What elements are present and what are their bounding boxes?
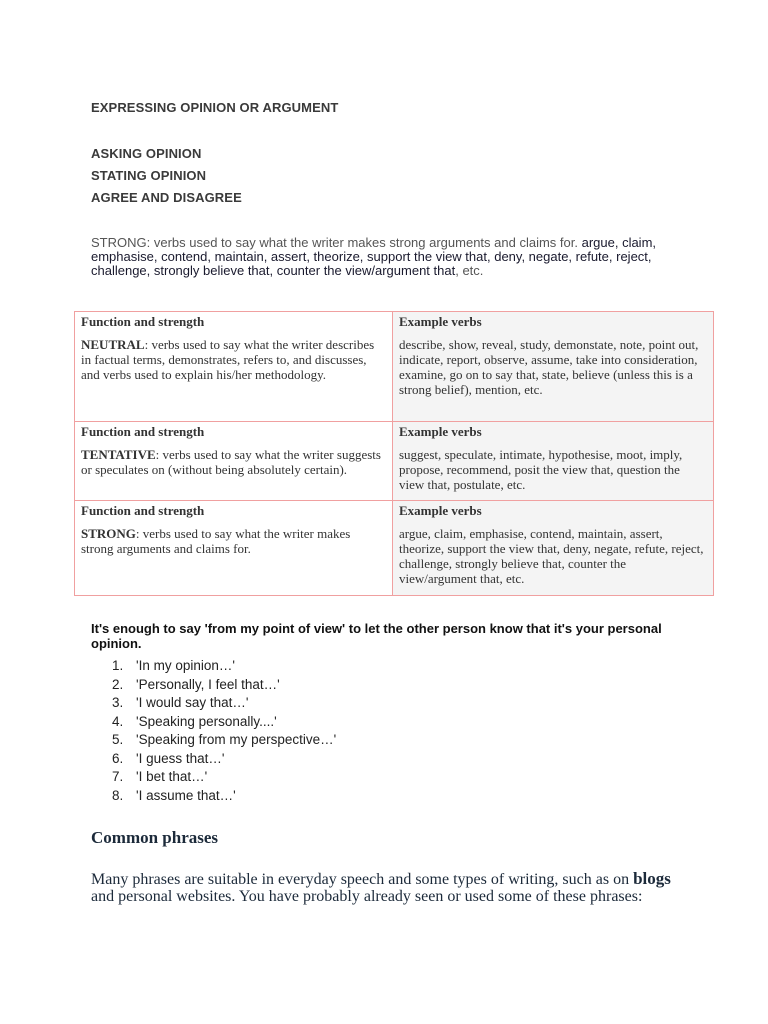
- table-row: [75, 422, 714, 501]
- list-item-text: 'I would say that…': [136, 695, 249, 710]
- column-header-function: Function and strength: [81, 424, 205, 439]
- strong-verbs-paragraph: [91, 236, 691, 278]
- strength-term: STRONG: [81, 526, 136, 541]
- examples-cell: [393, 312, 714, 422]
- function-description: [81, 447, 386, 477]
- column-header-examples: Example verbs: [399, 424, 482, 439]
- list-number: 2.: [112, 676, 124, 692]
- list-item: [112, 768, 336, 787]
- examples-cell: [393, 501, 714, 596]
- column-header-examples: Example verbs: [399, 314, 482, 329]
- common-phrases-paragraph: [91, 870, 691, 905]
- examples-cell: [393, 422, 714, 501]
- list-number: 8.: [112, 787, 124, 803]
- list-item-text: 'Speaking from my perspective…': [136, 732, 337, 747]
- point-of-view-paragraph: It's enough to say 'from my point of view' to let the other person know that it's your personal opinion.: [91, 621, 662, 651]
- heading-asking-opinion: ASKING OPINION: [91, 146, 202, 161]
- function-description: [81, 526, 386, 556]
- table-row: [75, 312, 714, 422]
- list-item: [112, 731, 336, 750]
- heading-stating-opinion: STATING OPINION: [91, 168, 207, 183]
- example-verbs: describe, show, reveal, study, demonstate, note, point out, indicate, report, observe, assume, take into consideration, examine, go on to say that, state, believe (unless this is a strong belief), mention, etc.: [399, 337, 699, 397]
- list-number: 3.: [112, 695, 124, 710]
- table-row: [75, 501, 714, 596]
- common-para-before: Many phrases are suitable in everyday speech and some types of writing, such as on: [91, 871, 634, 888]
- strong-para-prefix: STRONG: verbs used to say what the writer makes strong arguments and claims for.: [91, 235, 578, 250]
- strength-description: : verbs used to say what the writer suggests or speculates on (without being absolutely certain).: [81, 447, 381, 477]
- strength-term: NEUTRAL: [81, 337, 145, 352]
- function-description: [81, 337, 386, 382]
- example-verbs: suggest, speculate, intimate, hypothesise, moot, imply, propose, recommend, posit the view that, question the view that, postulate, etc.: [399, 447, 683, 492]
- list-item-text: 'Personally, I feel that…': [136, 676, 280, 692]
- list-item: [112, 713, 336, 732]
- list-item-text: 'I assume that…': [136, 787, 236, 803]
- list-item-text: 'In my opinion…': [136, 658, 235, 673]
- common-phrases-heading: Common phrases: [91, 828, 219, 847]
- column-header-function: Function and strength: [81, 314, 205, 329]
- common-para-after: and personal websites. You have probably already seen or used some of these phrases:: [91, 888, 643, 905]
- list-number: 1.: [112, 658, 124, 673]
- column-header-examples: Example verbs: [399, 503, 482, 518]
- blogs-emphasis: blogs: [633, 869, 671, 888]
- list-item: [112, 676, 336, 695]
- list-item-text: 'I bet that…': [136, 769, 208, 784]
- list-item: [112, 657, 336, 676]
- verbs-table: [74, 311, 714, 596]
- list-number: 6.: [112, 750, 124, 766]
- list-item: [112, 694, 336, 713]
- opinion-phrases-list: [112, 657, 336, 805]
- example-verbs: argue, claim, emphasise, contend, maintain, assert, theorize, support the view that, deny, negate, refute, reject, challenge, strongly believe that, counter the view/argument that, etc.: [399, 526, 704, 586]
- list-item-text: 'Speaking personally....': [136, 713, 277, 729]
- heading-agree-disagree: AGREE AND DISAGREE: [91, 190, 242, 205]
- document-title: EXPRESSING OPINION OR ARGUMENT: [91, 100, 339, 115]
- strength-description: : verbs used to say what the writer makes strong arguments and claims for.: [81, 526, 351, 556]
- list-item: [112, 787, 336, 806]
- list-item: [112, 750, 336, 769]
- list-item-text: 'I guess that…': [136, 750, 225, 766]
- column-header-function: Function and strength: [81, 503, 205, 518]
- strength-term: TENTATIVE: [81, 447, 156, 462]
- strong-para-verbs: argue, claim, emphasise, contend, maintain, assert, theorize, support the view that, deny, negate, refute, reject, challenge, strongly believe that, counter the view/argument that: [91, 235, 657, 278]
- function-cell: [75, 312, 393, 422]
- strong-para-suffix: , etc.: [455, 263, 484, 278]
- list-number: 5.: [112, 732, 124, 747]
- strength-description: : verbs used to say what the writer describes in factual terms, demonstrates, refers to, and discusses, and verbs used to explain his/her methodology.: [81, 337, 375, 382]
- function-cell: [75, 422, 393, 501]
- list-number: 7.: [112, 769, 124, 784]
- list-number: 4.: [112, 713, 124, 729]
- function-cell: [75, 501, 393, 596]
